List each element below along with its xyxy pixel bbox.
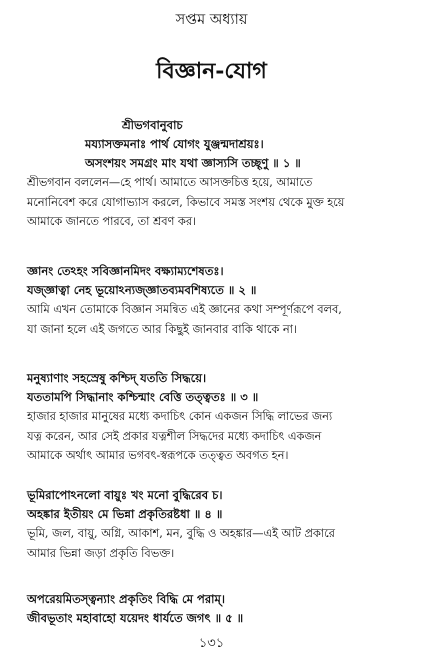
verse-section-4 [27, 486, 403, 563]
verse-line: মনুষ্যাণাং সহস্রেষু কশ্চিদ্ যততি সিদ্ধয়ে। [27, 371, 207, 385]
verse-line: জ্ঞানং তেঽহং সবিজ্ঞানমিদং বক্ষ্যাম্যশেষতঃ। [27, 264, 224, 278]
verse-line: ময্যাসক্তমনাঃ পার্থ যোগং যুঞ্জন্মদাশ্রয়ঃ। [85, 137, 264, 151]
translation-line: যত্ন করেন, আর সেই প্রকার যত্নশীল সিদ্ধদের মধ্যে কদাচিৎ একজন [27, 429, 322, 443]
speaker-line: শ্রীভগবানুবাচ [122, 118, 183, 132]
verse-line: যজ্জ্ঞাত্বা নেহ ভূয়োঽন্যজ্জ্ঞাতব্যমবশিষ্যতে ॥ ২ ॥ [27, 283, 257, 297]
translation-line: আমাকে জানতে পারবে, তা শ্রবণ কর। [27, 215, 197, 228]
verse-section-5 [27, 590, 403, 628]
verse-line: যততামপি সিদ্ধানাং কশ্চিন্মাং বেত্তি তত্ত্বতঃ ॥ ৩ ॥ [27, 390, 259, 404]
translation-line: আমি এখন তোমাকে বিজ্ঞান সমন্বিত এই জ্ঞানের কথা সম্পূর্ণরূপে বলব, [27, 303, 342, 316]
translation-line: আমাকে অর্থাৎ আমার ভগবৎ-স্বরূপকে তত্ত্বত অবগত হন। [27, 449, 289, 462]
verse-line: জীবভূতাং মহাবাহো যয়েদং ধার্যতে জগৎ ॥ ৫ ॥ [27, 611, 244, 625]
translation-line: ভূমি, জল, বায়ু, অগ্নি, আকাশ, মন, বুদ্ধি ও অহঙ্কার—এই আট প্রকারে [27, 527, 335, 540]
page-number: ১৩১ [198, 636, 225, 651]
verse-section-2 [27, 262, 403, 339]
translation-line: শ্রীভগবান বললেন—হে পার্থ। আমাতে আসক্তচিত্ত হয়ে, আমাতে [27, 176, 313, 189]
translation-line: হাজার হাজার মানুষের মধ্যে কদাচিৎ কোন একজন সিদ্ধি লাভের জন্য [27, 410, 333, 423]
translation-line: মনোনিবেশ করে যোগাভ্যাস করলে, কিভাবে সমস্ত সংশয় থেকে মুক্ত হয়ে [27, 195, 345, 209]
verse-line: অপরেয়মিতস্ত্বন্যাং প্রকৃতিং বিদ্ধি মে পরাম্। [27, 592, 225, 606]
verse-line: অহঙ্কার ইতীয়ং মে ভিন্না প্রকৃতিরষ্টধা ॥ ৪ ॥ [27, 507, 223, 521]
translation-line: আমার ভিন্না জড়া প্রকৃতি বিভক্ত। [27, 546, 175, 560]
chapter-label: সপ্তম অধ্যায় [175, 12, 248, 28]
chapter-title: বিজ্ঞান-যোগ [156, 58, 267, 84]
verse-line: ভূমিরাপোঽনলো বায়ুঃ খং মনো বুদ্ধিরেব চ। [27, 488, 223, 502]
verse-section-3 [27, 369, 403, 466]
translation-line: যা জানা হলে এই জগতে আর কিছুই জানবার বাকি থাকে না। [27, 322, 297, 336]
verse-line: অসংশয়ং সমগ্রং মাং যথা জ্ঞাস্যসি তচ্ছৃণু ॥ ১ ॥ [85, 156, 301, 170]
verse-section-1 [27, 116, 403, 232]
